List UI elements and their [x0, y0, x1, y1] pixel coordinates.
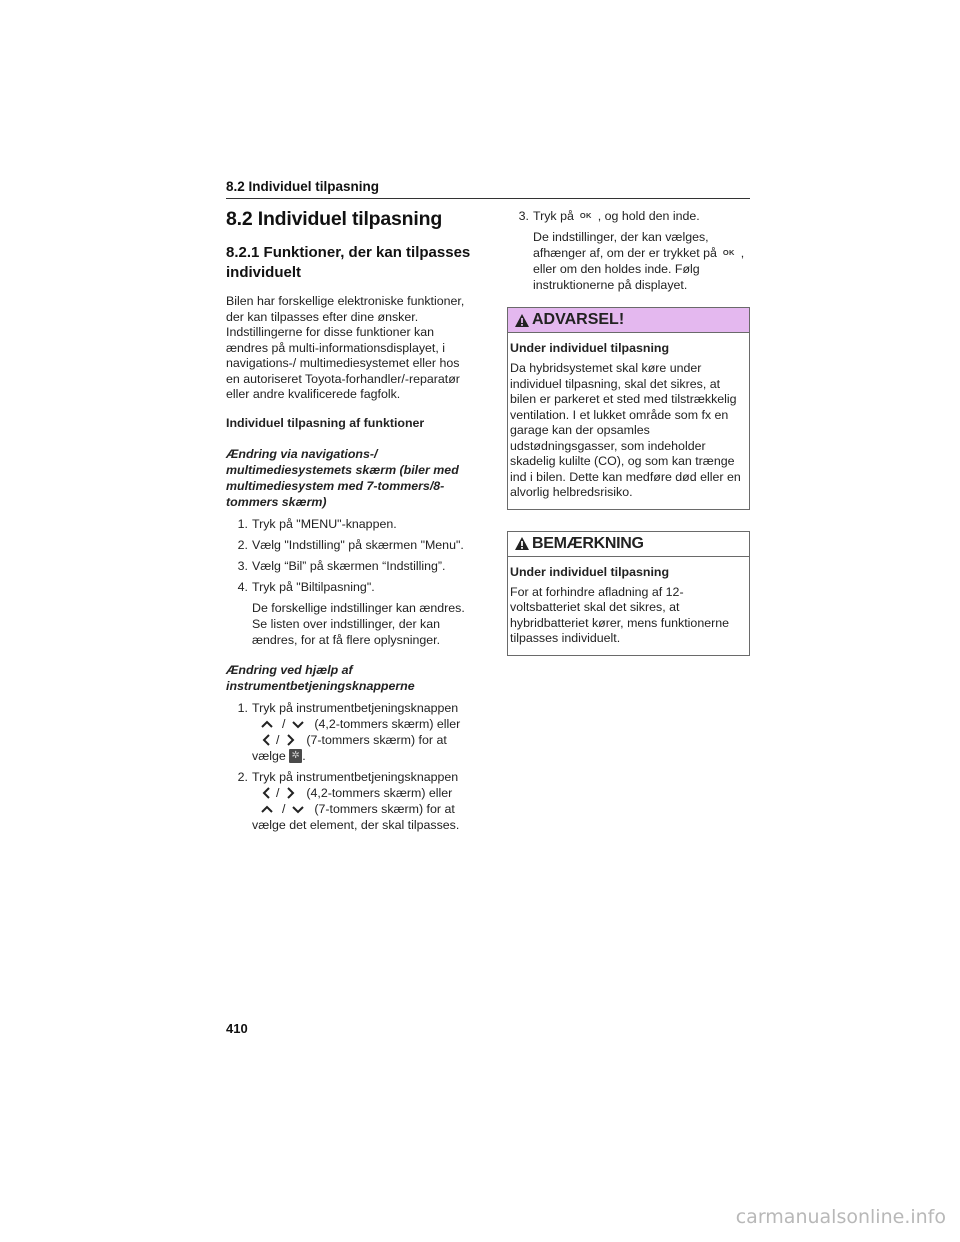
warning-triangle-icon	[514, 536, 530, 551]
chevron-left-icon	[252, 734, 276, 746]
step-item: 1. Tryk på "MENU"-knappen.	[237, 516, 397, 531]
settings-gear-icon: ✲	[289, 749, 302, 763]
warning-title: Under individuel tilpasning	[510, 341, 670, 355]
subsection-heading: 8.2.1 Funktioner, der kan tilpasses individuelt	[226, 244, 471, 281]
chevron-right-icon	[283, 787, 303, 799]
instrument-change-title: Ændring ved hjælp af instrumentbetjeningsknapperne	[226, 662, 415, 693]
running-header: 8.2 Individuel tilpasning	[226, 179, 750, 199]
step-item: 3. Vælg “Bil” på skærmen “Indstilling”.	[237, 558, 446, 573]
warning-text: Da hybridsystemet skal køre under individuel tilpasning, skal det sikres, at bilen er parkeret et sted med tilstrækkelig ventilation. I et lukket område som fx en garage kan der opsamles udstødningsgasser, som indeholder skadelig kulilte (CO), og som kan trænge ind i bilen. Dette kan medføre død eller en alvorlig helbredsrisiko.	[510, 361, 741, 499]
page-number: 410	[226, 1021, 248, 1036]
note-title: Under individuel tilpasning	[510, 564, 670, 579]
step-continuation: De forskellige indstillinger kan ændres. Se listen over indstillinger, der kan ændres, for at få flere oplysninger.	[252, 600, 465, 647]
ok-button-icon: OK	[579, 211, 592, 220]
chevron-up-icon	[252, 718, 282, 730]
warning-box	[507, 307, 750, 510]
step-item: 2. Tryk på instrumentbetjeningsknappen / (4,2-tommers skærm) eller / (7-tommers skærm) for at vælge det element, der skal tilpasses.	[237, 769, 460, 832]
chevron-down-icon	[289, 803, 311, 815]
chevron-up-icon	[252, 803, 282, 815]
section-heading: 8.2 Individuel tilpasning	[226, 208, 443, 230]
note-box	[507, 531, 750, 656]
warning-triangle-icon	[514, 313, 530, 328]
chevron-right-icon	[283, 734, 303, 746]
multimedia-steps	[226, 516, 476, 648]
intro-paragraph: Bilen har forskellige elektroniske funktioner, der kan tilpasses efter dine ønsker. Indstillingerne for disse funktioner kan ændres på multi-informationsdisplayet, i navigations-/ multimediesystemet eller hos en autoriseret Toyota-forhandler/-reparatør eller andre kvalificerede fagfolk.	[226, 294, 465, 401]
multimedia-change-title: Ændring via navigations-/ multimediesystemets skærm (biler med multimediesystem med 7-tommers/8-tommers skærm)	[226, 446, 459, 509]
step-item: 2. Vælg "Indstilling" på skærmen "Menu".	[237, 537, 464, 552]
ok-steps	[507, 208, 750, 293]
right-column	[507, 208, 750, 656]
note-text: For at forhindre afladning af 12-voltsbatteriet skal det sikres, at hybridbatteriet kører, mens funktionerne tilpasses individuelt.	[510, 584, 730, 645]
instrument-steps	[226, 700, 476, 833]
chevron-left-icon	[252, 787, 276, 799]
chevron-down-icon	[289, 718, 311, 730]
ok-button-icon: OK	[722, 248, 735, 257]
step-item: 1. Tryk på instrumentbetjeningsknappen / (4,2-tommers skærm) eller / (7-tommers skærm) for at vælge ✲ .	[237, 700, 461, 763]
step-item: 4. Tryk på "Biltilpasning". De forskellige indstillinger kan ændres. Se listen over indstillinger, der kan ændres, for at få flere oplysninger.	[226, 579, 476, 648]
left-column	[226, 208, 476, 847]
functions-title: Individuel tilpasning af funktioner	[226, 415, 425, 430]
note-header: BEMÆRKNING	[508, 532, 749, 557]
step-item: 3. Tryk på OK , og hold den inde. De indstillinger, der kan vælges, afhænger af, om der er trykket på OK , eller om den holdes inde. Følg instruktionerne på displayet.	[518, 209, 745, 292]
warning-header: ADVARSEL!	[508, 308, 749, 333]
footer-watermark: carmanualsonline.info	[735, 1206, 946, 1228]
